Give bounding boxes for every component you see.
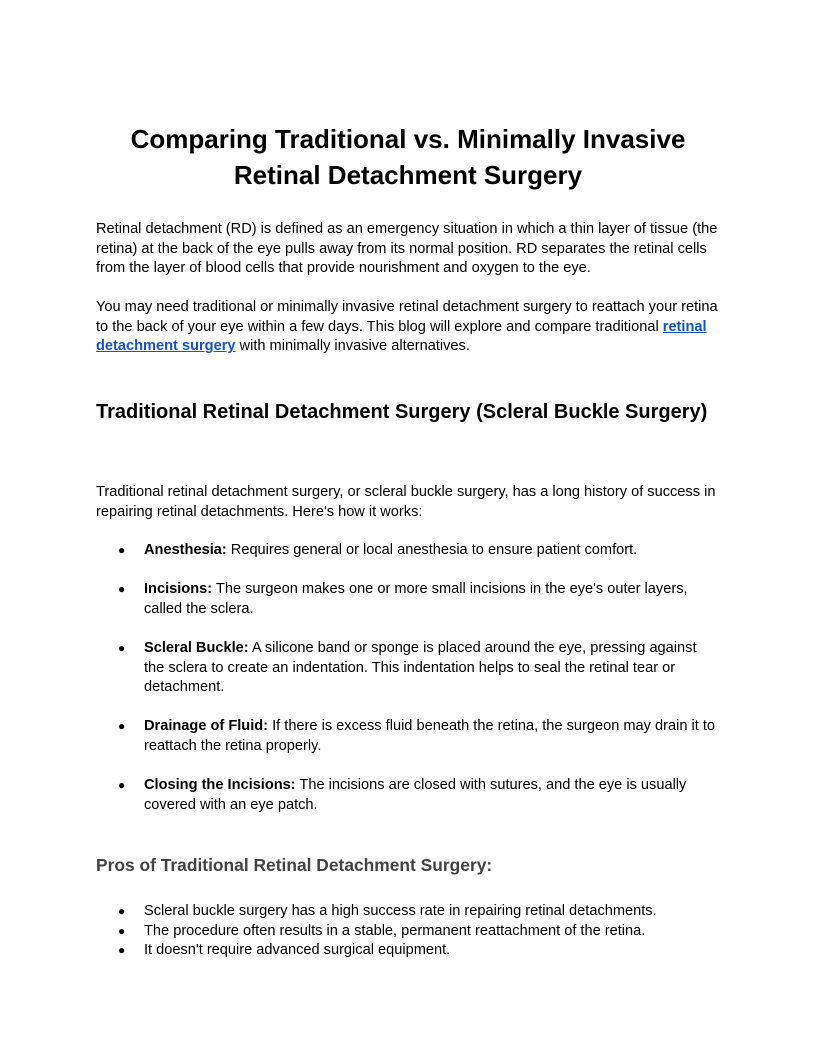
pros-heading: Pros of Traditional Retinal Detachment Surgery:: [96, 855, 493, 875]
bullet-icon: ●: [118, 640, 126, 655]
step-label: Anesthesia:: [144, 542, 227, 558]
bullet-icon: ●: [118, 582, 126, 597]
pros-item-text: Scleral buckle surgery has a high success rate in repairing retinal detachments.: [144, 903, 657, 919]
traditional-surgery-heading: Traditional Retinal Detachment Surgery (Scleral Buckle Surgery): [96, 401, 708, 423]
title-line-1: Comparing Traditional vs. Minimally Invasive: [130, 124, 686, 154]
bullet-icon: ●: [118, 943, 126, 958]
traditional-surgery-intro: Traditional retinal detachment surgery, or scleral buckle surgery, has a long history of success in repairing retinal detachments. Here's how it works:: [96, 484, 716, 520]
bullet-icon: ●: [118, 904, 126, 918]
pros-item-text: It doesn't require advanced surgical equipment.: [144, 942, 451, 959]
step-text: The incisions are closed with sutures, and the eye is usually covered with an eye patch.: [144, 777, 687, 813]
title-line-2: Retinal Detachment Surgery: [233, 160, 583, 190]
list-item: [96, 541, 720, 561]
step-text: If there is excess fluid beneath the retina, the surgeon may drain it to reattach the retina properly.: [144, 718, 716, 754]
bullet-icon: ●: [118, 778, 126, 793]
page-title: [96, 121, 720, 193]
list-item: [96, 922, 720, 942]
step-text: A silicone band or sponge is placed around the eye, pressing against the sclera to create an indentation. This indentation helps to seal the retinal tear or detachment.: [144, 639, 697, 696]
bullet-icon: ●: [118, 543, 126, 557]
list-item: [96, 941, 720, 961]
list-item: [96, 776, 720, 815]
step-label: Scleral Buckle:: [144, 639, 249, 656]
bullet-icon: ●: [118, 923, 126, 938]
bullet-icon: ●: [118, 719, 126, 734]
retinal-detachment-surgery-link[interactable]: retinal detachment surgery: [96, 318, 707, 355]
list-item: [96, 717, 720, 756]
step-text: Requires general or local anesthesia to ensure patient comfort.: [226, 542, 638, 558]
intro-paragraph-1: Retinal detachment (RD) is defined as an emergency situation in which a thin layer of tissue (the retina) at the back of the eye pulls away from its normal position. RD separates the retinal cells from the layer of blood cells that provide nourishment and oxygen to the eye.: [96, 221, 718, 277]
intro-paragraph-2: [96, 298, 720, 357]
intro-paragraph-2-text-after: with minimally invasive alternatives.: [235, 338, 470, 355]
list-item: [96, 902, 720, 922]
intro-paragraph-2-text-before: You may need traditional or minimally invasive retinal detachment surgery to reattach your retina to the back of your eye within a few days. This blog will explore and compare traditional: [96, 299, 718, 335]
list-item: [96, 580, 720, 619]
step-label: Incisions:: [144, 581, 213, 598]
pros-item-text: The procedure often results in a stable, permanent reattachment of the retina.: [144, 922, 646, 939]
procedure-steps-list: [96, 541, 720, 835]
step-text: The surgeon makes one or more small incisions in the eye's outer layers, called the sclera.: [144, 581, 688, 617]
step-label: Drainage of Fluid:: [144, 718, 269, 735]
step-label: Closing the Incisions:: [144, 777, 296, 794]
pros-list: [96, 902, 720, 961]
list-item: [96, 639, 720, 698]
